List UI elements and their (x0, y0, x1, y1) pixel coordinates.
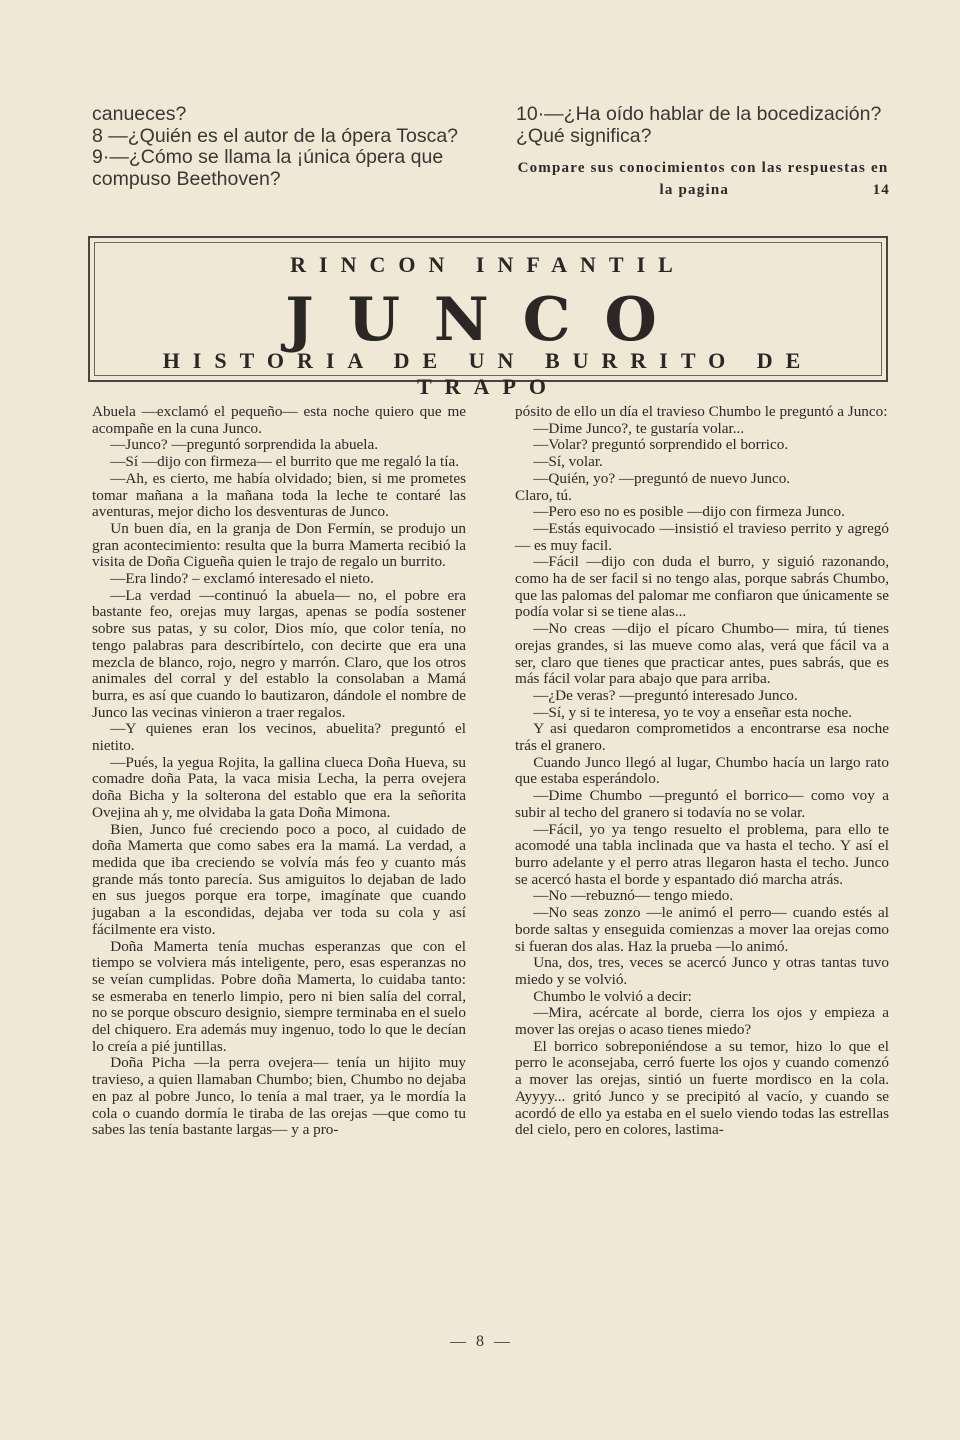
paragraph: —No creas —dijo el pícaro Chumbo— mira, tú tienes orejas grandes, si las mueve como alas, verá que fácil va a ser, claro que tienes que practicar antes, pues sabrás, que es más fácil volar para abajo que para arriba. (515, 620, 889, 688)
story-subtitle: HISTORIA DE UN BURRITO DE TRAPO (162, 348, 814, 399)
paragraph: —Pués, la yegua Rojita, la gallina clueca Doña Hueva, su comadre doña Pata, la vaca misia Lecha, la perra ovejera doña Bicha y la solterona del establo que era la señorita Ovejina ah y, me olvidaba la gata Doña Mimona. (92, 753, 466, 821)
paragraph: pósito de ello un día el travieso Chumbo le preguntó a Junco: (515, 403, 888, 420)
paragraph: Y asi quedaron comprometidos a encontrarse esa noche trás el granero. (515, 720, 889, 755)
paragraph: —Mira, acércate al borde, cierra los ojos y empieza a mover las orejas o acaso tienes miedo? (515, 1004, 889, 1039)
paragraph: —La verdad —continuó la abuela— no, el pobre era bastante feo, orejas muy largas, apenas se podía sostener sobre sus patas, y su color, Dios mío, que color tenía, no tengo palabras para describírtelo, con decirte que era una mezcla de blanco, rojo, negro y marrón. Claro, que los otros animales del corral y del establo la consolaban a Mamá burra, es así que cuando lo bautizaron, dándole el nombre de Junco las vecinas vinieron a traer regalos. (92, 586, 466, 721)
paragraph: —Era lindo? – exclamó interesado el nieto. (110, 570, 374, 588)
paragraph: Un buen día, en la granja de Don Fermín, se produjo un gran acontecimiento: resulta que la burra Mamerta recibió la visita de Doña Cigueña quien le trajo de regalo un burrito. (92, 519, 466, 571)
compare-text: Compare sus conocimientos con las respuestas en la pagina (517, 160, 889, 198)
paragraph: Abuela —exclamó el pequeño— esta noche quiero que me acompañe en la cuna Junco. (92, 403, 466, 437)
paragraph: —Dime Junco?, te gustaría volar... (533, 419, 745, 437)
paragraph: —Fácil —dijo con duda el burro, y siguió razonando, como ha de ser facil si no tengo alas, porque sabrás Chumbo, que las palomas del palomar me confiaron que únicamente se podía volar si se tiene alas... (515, 553, 889, 621)
paragraph: Una, dos, tres, veces se acercó Junco y otras tantas tuvo miedo y se volvió. (515, 954, 889, 988)
story-column-left (92, 404, 466, 1139)
paragraph: —Pero eso no es posible —dijo con firmeza Junco. (533, 503, 845, 521)
paragraph: —Ah, es cierto, me había olvidado; bien, si me prometes tomar mañana a la mañana toda la leche te contaré las aventuras, mejor dicho los desventuras de Junco. (92, 469, 466, 521)
paragraph: —Dime Chumbo —preguntó el borrico— como voy a subir al techo del granero si todavía no se volar. (515, 787, 889, 821)
paragraph: Bien, Junco fué creciendo poco a poco, al cuidado de doña Mamerta que como sabes era la mamá. La verdad, a medida que iba creciendo se volvía más feo y cuanto más grande más tonto parecía. Sus amiguitos lo dejaban de lado en sus juegos porque era torpe, imagínate que cuando jugaban a la escondidas, dejaba ver toda su cola y así fácilmente era visto. (92, 820, 466, 938)
paragraph: Claro, tú. (515, 486, 572, 504)
paragraph: —Sí, volar. (533, 453, 603, 471)
paragraph: —Volar? preguntó sorprendido el borrico. (533, 436, 789, 454)
paragraph: —No seas zonzo —le animó el perro— cuando estés al borde saltas y enseguida comienzas a mover laa orejas como si fueran dos alas. Haz la prueba —lo animó. (515, 904, 889, 955)
section-label: RINCON INFANTIL (290, 252, 686, 277)
paragraph: —Fácil, yo ya tengo resuelto el problema, para ello te acomodé una tabla inclinada que va hasta el techo. Y así el burro adelante y el perro atras llegaron hasta el techo. Junco se acercó hasta el borde y espantado dió marcha atrás. (515, 820, 889, 888)
compare-answers-note (516, 157, 890, 201)
paragraph: Doña Picha —la perra ovejera— tenía un hijito muy travieso, a quien llamaban Chumbo; bien, Chumbo no dejaba en paz al pobre Junco, lo tenía a mal traer, ya le mordía la cola o cuando dormía le tiraba de las orejas —que como tu sabes las tenía bastante largas— y a pro- (92, 1054, 466, 1139)
paragraph: —Y quienes eran los vecinos, abuelita? preguntó el nietito. (92, 720, 466, 755)
paragraph: Doña Mamerta tenía muchas esperanzas que con el tiempo se volviera más inteligente, pero, esas esperanzas no se veían cumplidas. Pobre doña Mamerta, lo cuidaba tanto: se esmeraba en tenerlo limpio, pero ni bien salía del corral, no se porque obscuro designio, siempre terminaba en el suelo del chiquero. Era además muy ingenuo, todo lo que le decían lo creía a pié juntillas. (92, 937, 466, 1055)
story-headline: JUNCO (285, 285, 691, 355)
compare-page-ref: 14 (872, 182, 890, 198)
top-right-questions (516, 104, 890, 201)
paragraph: —¿De veras? —preguntó interesado Junco. (533, 686, 798, 704)
paragraph: —No —rebuznó— tengo miedo. (533, 887, 734, 905)
page-number: 8 (476, 1333, 484, 1350)
paragraph: Cuando Junco llegó al lugar, Chumbo hacía un largo rato que estaba esperándolo. (515, 753, 889, 788)
question-line: 8 —¿Quién es el autor de la ópera Tosca? (92, 124, 459, 147)
footer-dash (494, 1342, 510, 1343)
paragraph: El borrico sobreponiéndose a su temor, hizo lo que el perro le aconsejaba, cerró fuerte los ojos y cuando comenzó a mover las orejas, sintió un fuerte mordisco en la cola. Ayyyy... gritó Junco y se precipitó al vacío, y cuando se acordó de ello ya estaba en el suelo viendo todas las estrellas del cielo, pero en colores, lastima- (515, 1037, 889, 1139)
story-column-right (515, 404, 889, 1139)
paragraph: —Estás equivocado —insistió el travieso perrito y agregó— es muy facil. (515, 519, 889, 554)
page-footer (0, 1333, 960, 1351)
question-line: 10·—¿Ha oído hablar de la bocedización? ¿Qué significa? (516, 103, 882, 147)
top-left-questions (92, 104, 468, 190)
footer-dash (450, 1342, 466, 1343)
paragraph: —Junco? —preguntó sorprendida la abuela. (110, 436, 379, 454)
paragraph: —Quién, yo? —preguntó de nuevo Junco. (533, 469, 791, 487)
question-line: canueces? (92, 103, 187, 125)
paragraph: —Sí, y si te interesa, yo te voy a enseñar esta noche. (533, 703, 853, 721)
paragraph: Chumbo le volvió a decir: (533, 987, 692, 1005)
question-line: 9·—¿Cómo se llama la ¡única ópera que compuso Beethoven? (92, 146, 444, 190)
paragraph: —Sí —dijo con firmeza— el burrito que me regaló la tía. (110, 453, 460, 471)
section-header-box (88, 236, 888, 399)
